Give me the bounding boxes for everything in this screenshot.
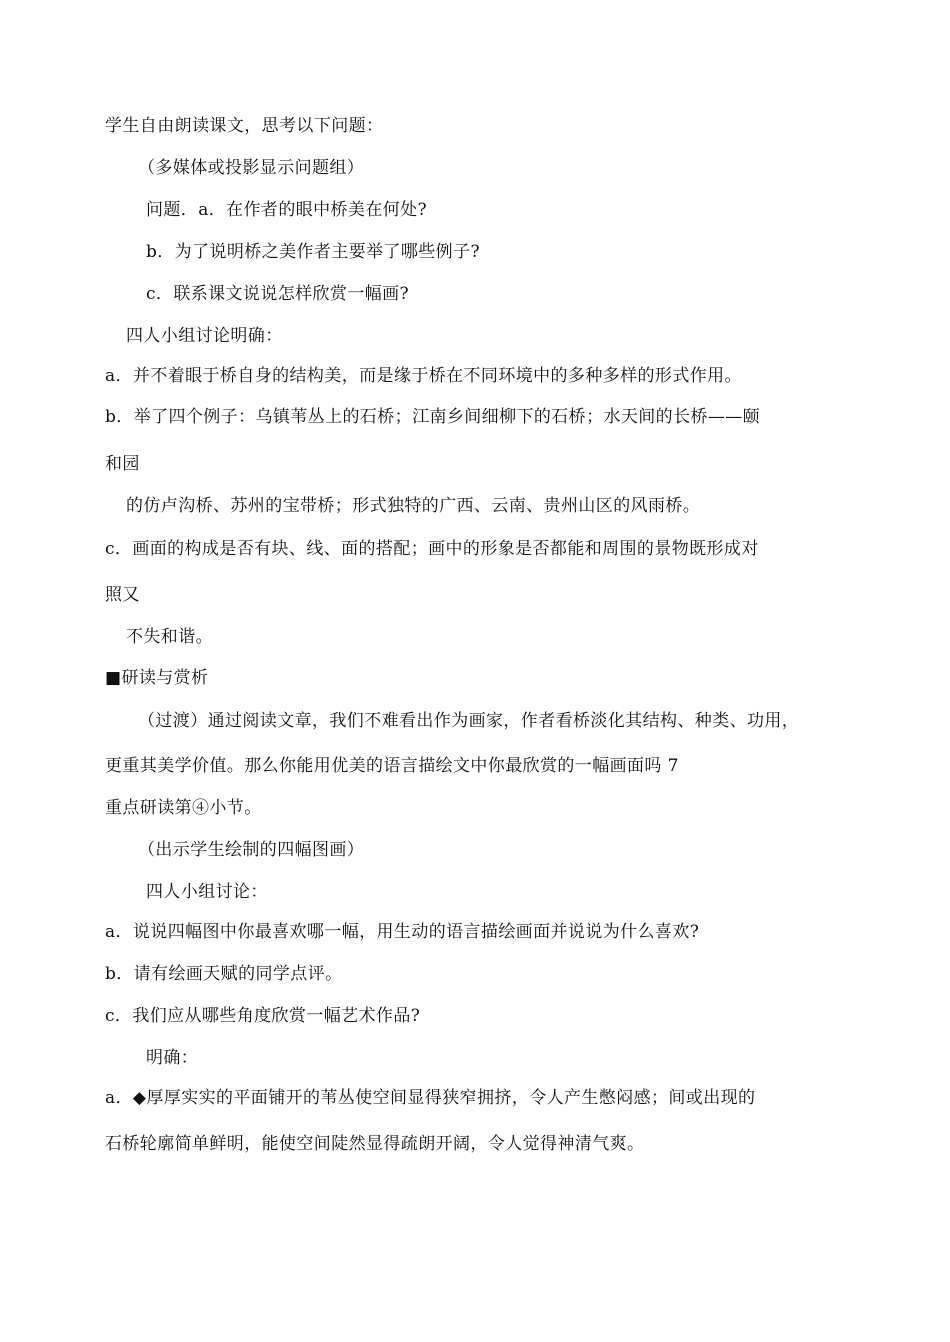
text-line: 学生自由朗读课文，思考以下问题： [105, 116, 384, 136]
text-line: a．◆厚厚实实的平面铺开的苇丛使空间显得狭窄拥挤，令人产生憋闷感；间或出现的 [105, 1088, 756, 1108]
text-line: b．请有绘画天赋的同学点评。 [105, 964, 343, 984]
text-line: c．我们应从哪些角度欣赏一幅艺术作品? [105, 1006, 421, 1026]
text-line: 四人小组讨论明确： [126, 326, 283, 346]
text-line: 四人小组讨论： [146, 882, 268, 902]
section-heading: ■研读与赏析 [105, 668, 209, 688]
text-line: 的仿卢沟桥、苏州的宝带桥；形式独特的广西、云南、贵州山区的风雨桥。 [126, 496, 701, 516]
text-line: 明确： [146, 1048, 199, 1068]
text-line: b．为了说明桥之美作者主要举了哪些例子? [146, 242, 480, 262]
text-line: （多媒体或投影显示问题组） [138, 158, 365, 178]
text-line: 照又 [105, 585, 140, 605]
text-line: 和园 [105, 454, 140, 474]
text-line: a．并不着眼于桥自身的结构美，而是缘于桥在不同环境中的多种多样的形式作用。 [105, 366, 742, 386]
text-line: 问题．a．在作者的眼中桥美在何处? [146, 200, 428, 220]
text-line: a．说说四幅图中你最喜欢哪一幅，用生动的语言描绘画面并说说为什么喜欢? [105, 922, 700, 942]
text-line: c．画面的构成是否有块、线、面的搭配；画中的形象是否都能和周围的景物既形成对 [105, 539, 759, 559]
text-line: 重点研读第④小节。 [105, 798, 262, 818]
text-line: b．举了四个例子：乌镇苇丛上的石桥；江南乡间细柳下的石桥；水天间的长桥——颐 [105, 407, 761, 427]
text-line: 更重其美学价值。那么你能用优美的语言描绘文中你最欣赏的一幅画面吗 7 [105, 756, 679, 776]
text-line: 石桥轮廓简单鲜明，能使空间陡然显得疏朗开阔，令人觉得神清气爽。 [105, 1134, 645, 1154]
text-line: c．联系课文说说怎样欣赏一幅画? [146, 284, 410, 304]
text-line: 不失和谐。 [126, 627, 213, 647]
text-line: （出示学生绘制的四幅图画） [138, 840, 365, 860]
text-line: （过渡）通过阅读文章，我们不难看出作为画家，作者看桥淡化其结构、种类、功用， [138, 711, 800, 731]
